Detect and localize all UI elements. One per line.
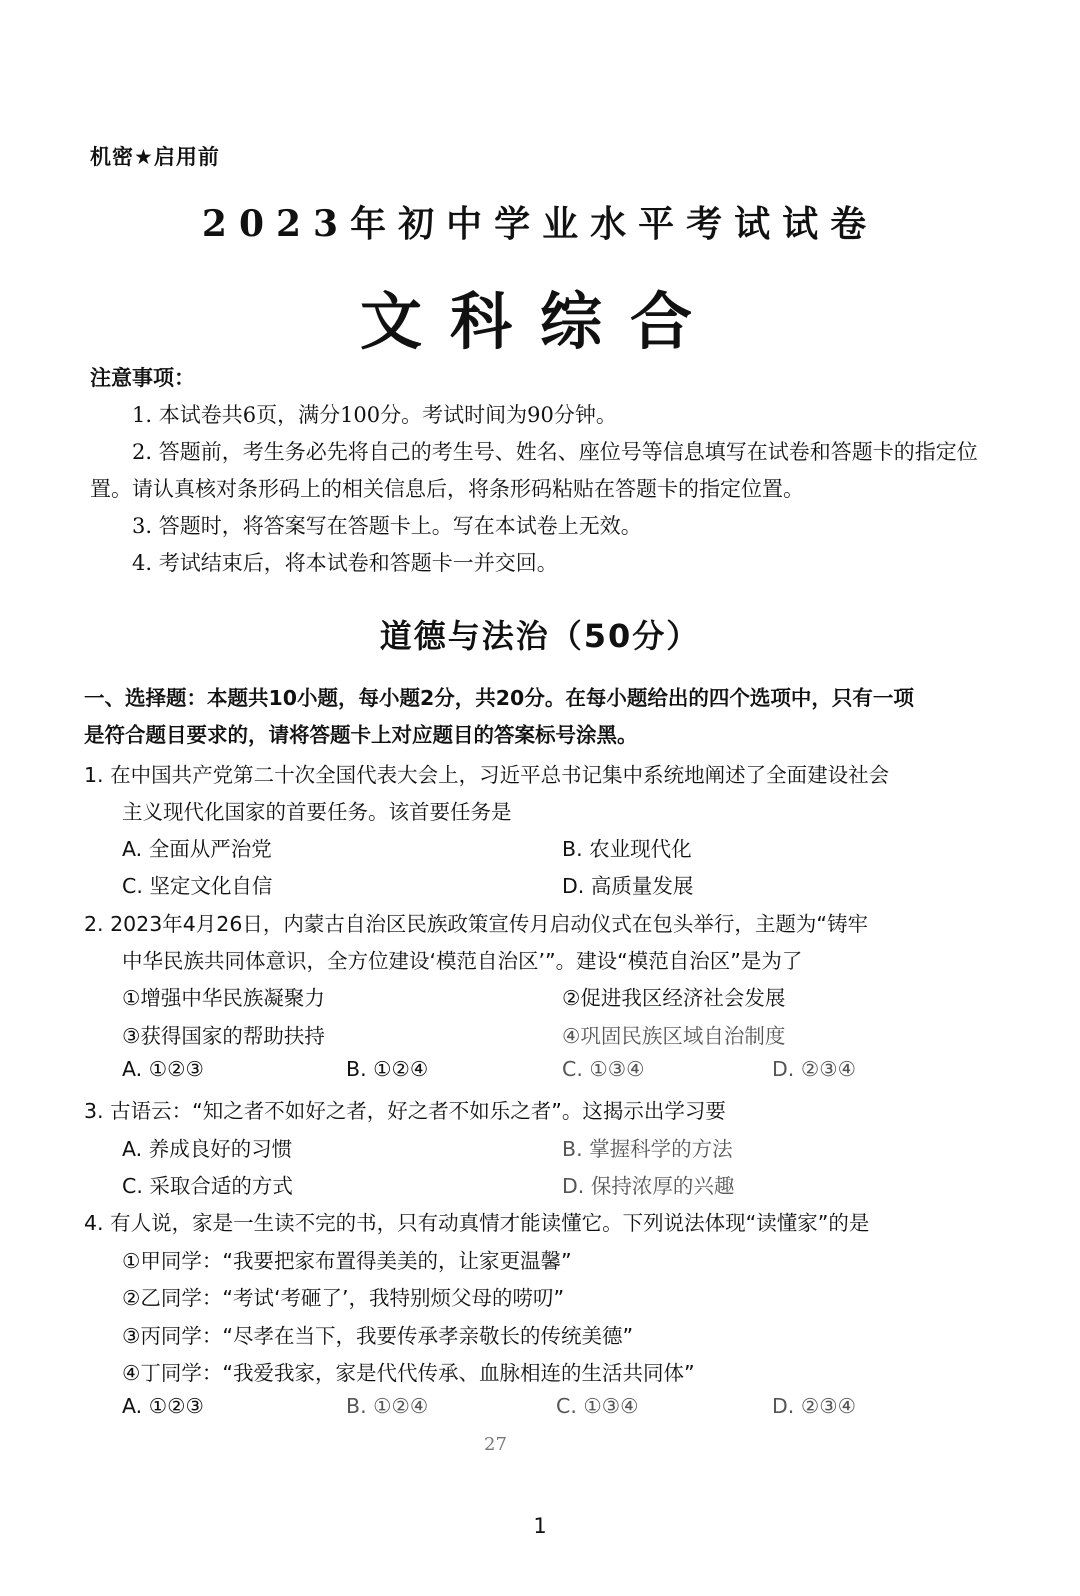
- question-2-statement-4: ④巩固民族区域自治制度: [562, 1024, 786, 1048]
- question-4-stem: 4. 有人说，家是一生读不完的书，只有动真情才能读懂它。下列说法体现“读懂家”的是: [84, 1211, 870, 1235]
- question-4-statement-1: ①甲同学：“我要把家布置得美美的，让家更温馨”: [122, 1249, 572, 1273]
- question-1-option-c: C. 坚定文化自信: [122, 874, 273, 898]
- question-2-statement-1: ①增强中华民族凝聚力: [122, 986, 325, 1010]
- subject-title: 文科综合: [359, 285, 720, 358]
- question-3-option-b: B. 掌握科学的方法: [562, 1137, 733, 1161]
- question-3-option-c: C. 采取合适的方式: [122, 1174, 293, 1198]
- question-2-stem-cont: 中华民族共同体意识，全方位建设‘模范自治区’”。建设“模范自治区”是为了: [122, 949, 803, 973]
- question-4-option-c: C. ①③④: [556, 1394, 639, 1418]
- part-heading: 一、选择题：本题共10小题，每小题2分，共20分。在每小题给出的四个选项中，只有一项是符合题目要求的，请将答题卡上对应题目的答案标号涂黑。: [84, 686, 914, 747]
- question-3-option-a: A. 养成良好的习惯: [122, 1137, 293, 1161]
- question-4-option-a: A. ①②③: [122, 1394, 204, 1418]
- question-2-option-c: C. ①③④: [562, 1057, 645, 1081]
- notes-heading: 注意事项：: [90, 366, 195, 390]
- question-2-statement-3: ③获得国家的帮助扶持: [122, 1024, 325, 1048]
- question-4-option-d: D. ②③④: [772, 1394, 856, 1418]
- question-1-stem-cont: 主义现代化国家的首要任务。该首要任务是: [122, 800, 512, 824]
- question-1-option-a: A. 全面从严治党: [122, 837, 272, 861]
- question-2-statement-2: ②促进我区经济社会发展: [562, 986, 786, 1010]
- question-4-statement-4: ④丁同学：“我爱我家，家是代代传承、血脉相连的生活共同体”: [122, 1361, 695, 1385]
- question-1-option-d: D. 高质量发展: [562, 874, 694, 898]
- question-4-option-b: B. ①②④: [346, 1394, 429, 1418]
- note-item-2: 2. 答题前，考生务必先将自己的考生号、姓名、座位号等信息填写在试卷和答题卡的指定位置。请认真核对条形码上的相关信息后，将条形码粘贴在答题卡的指定位置。: [90, 440, 978, 501]
- question-2-option-d: D. ②③④: [772, 1057, 856, 1081]
- question-1-option-b: B. 农业现代化: [562, 837, 692, 861]
- exam-title: 2023年初中学业水平考试试卷: [201, 203, 879, 245]
- note-item-1: 1. 本试卷共6页，满分100分。考试时间为90分钟。: [132, 403, 617, 427]
- question-2-option-b: B. ①②④: [346, 1057, 429, 1081]
- stamp-number: 27: [484, 1434, 507, 1455]
- question-1-stem: 1. 在中国共产党第二十次全国代表大会上，习近平总书记集中系统地阐述了全面建设社会: [84, 763, 890, 787]
- question-2-stem: 2. 2023年4月26日，内蒙古自治区民族政策宣传月启动仪式在包头举行，主题为“铸牢: [84, 912, 868, 936]
- question-4-statement-2: ②乙同学：“考试‘考砸了’，我特别烦父母的唠叨”: [122, 1286, 565, 1310]
- question-3-option-d: D. 保持浓厚的兴趣: [562, 1174, 735, 1198]
- section-title: 道德与法治（50分）: [379, 617, 701, 655]
- confidential-label: 机密★启用前: [90, 145, 220, 169]
- page-number: 1: [533, 1514, 547, 1538]
- note-item-4: 4. 考试结束后，将本试卷和答题卡一并交回。: [132, 551, 558, 575]
- question-3-stem: 3. 古语云：“知之者不如好之者，好之者不如乐之者”。这揭示出学习要: [84, 1099, 726, 1123]
- question-4-statement-3: ③丙同学：“尽孝在当下，我要传承孝亲敬长的传统美德”: [122, 1324, 634, 1348]
- question-2-option-a: A. ①②③: [122, 1057, 204, 1081]
- note-item-3: 3. 答题时，将答案写在答题卡上。写在本试卷上无效。: [132, 514, 642, 538]
